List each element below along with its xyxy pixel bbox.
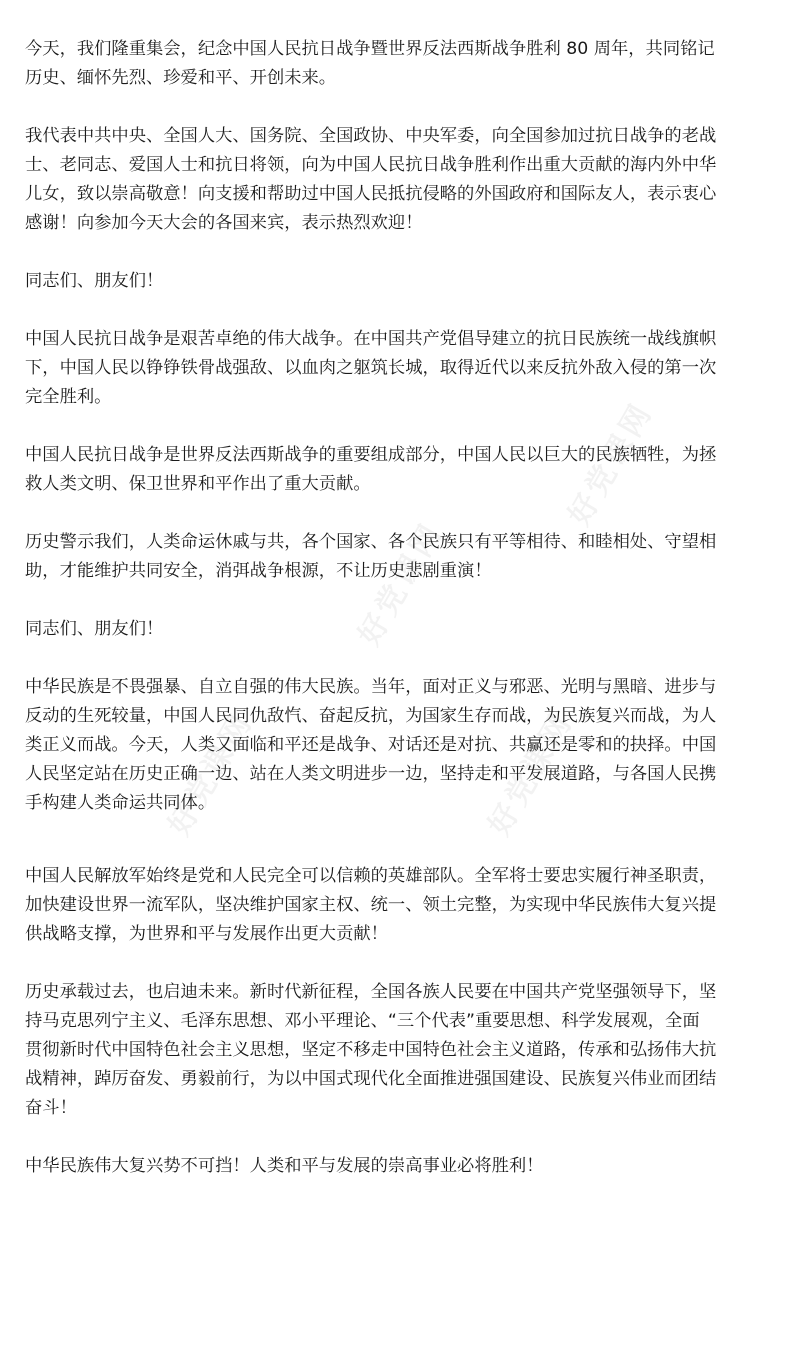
paragraph [25, 325, 785, 412]
text-line: 手构建人类命运共同体。 [25, 793, 216, 813]
text-line: 助，才能维护共同安全，消弭战争根源，不让历史悲剧重演！ [25, 561, 492, 581]
paragraph [25, 615, 785, 644]
text-line: 人民坚定站在历史正确一边、站在人类文明进步一边，坚持走和平发展道路，与各国人民携 [25, 764, 717, 784]
text-line: 反动的生死较量，中国人民同仇敌忾、奋起反抗，为国家生存而战，为民族复兴而战，为人 [25, 706, 717, 726]
text-line: 同志们、朋友们！ [25, 619, 164, 639]
document-body [25, 35, 785, 1210]
text-line: 中国人民抗日战争是世界反法西斯战争的重要组成部分，中国人民以巨大的民族牺牲，为拯 [25, 445, 717, 465]
text-line: 奋斗！ [25, 1098, 77, 1118]
text-line: 同志们、朋友们！ [25, 271, 164, 291]
text-line: 中华民族是不畏强暴、自立自强的伟大民族。当年，面对正义与邪恶、光明与黑暗、进步与 [25, 677, 717, 697]
paragraph [25, 978, 785, 1123]
text-line: 我代表中共中央、全国人大、国务院、全国政协、中央军委，向全国参加过抗日战争的老战 [25, 126, 717, 146]
watermark: 好党课网 [481, 706, 581, 842]
paragraph [25, 441, 785, 499]
text-line: 完全胜利。 [25, 387, 112, 407]
text-line: 贯彻新时代中国特色社会主义思想，坚定不移走中国特色社会主义道路，传承和弘扬伟大抗 [25, 1040, 717, 1060]
text-line: 今天，我们隆重集会，纪念中国人民抗日战争暨世界反法西斯战争胜利 80 周年，共同铭记 [25, 39, 715, 59]
text-line: 类正义而战。今天，人类又面临和平还是战争、对话还是对抗、共赢还是零和的抉择。中国 [25, 735, 717, 755]
text-line: 下，中国人民以铮铮铁骨战强敌、以血肉之躯筑长城，取得近代以来反抗外敌入侵的第一次 [25, 358, 717, 378]
paragraph [25, 528, 785, 586]
watermark: 好党课网 [561, 396, 661, 532]
text-line: 历史警示我们，人类命运休戚与共，各个国家、各个民族只有平等相待、和睦相处、守望相 [25, 532, 717, 552]
paragraph [25, 862, 785, 949]
watermark: 好党课网 [351, 516, 451, 652]
paragraph [25, 1152, 785, 1181]
text-line: 中国人民抗日战争是艰苦卓绝的伟大战争。在中国共产党倡导建立的抗日民族统一战线旗帜 [25, 329, 717, 349]
paragraph [25, 673, 785, 818]
text-line: 感谢！向参加今天大会的各国来宾，表示热烈欢迎！ [25, 213, 423, 233]
paragraph [25, 122, 785, 238]
text-line: 中华民族伟大复兴势不可挡！人类和平与发展的崇高事业必将胜利！ [25, 1156, 544, 1176]
text-line: 儿女，致以崇高敬意！向支援和帮助过中国人民抵抗侵略的外国政府和国际友人，表示衷心 [25, 184, 717, 204]
text-line: 加快建设世界一流军队，坚决维护国家主权、统一、领土完整，为实现中华民族伟大复兴提 [25, 895, 717, 915]
text-line: 救人类文明、保卫世界和平作出了重大贡献。 [25, 474, 371, 494]
text-line: 历史、缅怀先烈、珍爱和平、开创未来。 [25, 68, 337, 88]
watermark: 好党课网 [161, 706, 261, 842]
text-line: 历史承载过去，也启迪未来。新时代新征程，全国各族人民要在中国共产党坚强领导下，坚 [25, 982, 717, 1002]
text-line: 供战略支撑，为世界和平与发展作出更大贡献！ [25, 924, 388, 944]
paragraph [25, 35, 785, 93]
text-line: 士、老同志、爱国人士和抗日将领，向为中国人民抗日战争胜利作出重大贡献的海内外中华 [25, 155, 717, 175]
text-line: 持马克思列宁主义、毛泽东思想、邓小平理论、“三个代表”重要思想、科学发展观，全面 [25, 1011, 700, 1031]
paragraph [25, 267, 785, 296]
text-line: 中国人民解放军始终是党和人民完全可以信赖的英雄部队。全军将士要忠实履行神圣职责， [25, 866, 717, 886]
text-line: 战精神，踔厉奋发、勇毅前行，为以中国式现代化全面推进强国建设、民族复兴伟业而团结 [25, 1069, 717, 1089]
